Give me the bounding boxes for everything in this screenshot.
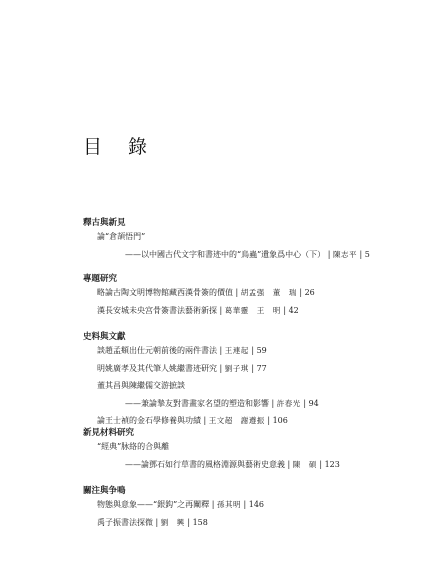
entry-author: 王連起 bbox=[224, 346, 249, 355]
separator: | bbox=[233, 288, 241, 297]
toc-entry[interactable] bbox=[97, 381, 185, 391]
entry-page-number: 106 bbox=[272, 416, 288, 425]
separator: | bbox=[264, 416, 273, 425]
entry-title: 略論古陶文明博物館藏西漢骨簽的價值 bbox=[97, 288, 233, 297]
entry-title: 談趙孟頫出仕元朝前後的兩件書法 bbox=[97, 346, 217, 355]
separator: | bbox=[209, 500, 217, 509]
toc-entry[interactable] bbox=[97, 442, 169, 452]
separator: | bbox=[325, 249, 333, 259]
entry-page-number: 158 bbox=[192, 517, 208, 527]
toc-entry[interactable] bbox=[125, 399, 319, 409]
toc-entry[interactable] bbox=[125, 250, 370, 260]
separator: | bbox=[269, 398, 277, 408]
separator: | bbox=[248, 346, 257, 355]
entry-page-number: 59 bbox=[256, 346, 267, 355]
entry-title: 漢長安城未央宫骨簽書法藝術新探 bbox=[97, 305, 217, 315]
entry-page-number: 94 bbox=[308, 398, 319, 408]
section-heading: 關注與争鳴 bbox=[83, 486, 126, 496]
entry-title: 禹子振書法探微 bbox=[97, 517, 153, 527]
toc-entry[interactable] bbox=[97, 518, 208, 528]
separator: | bbox=[153, 517, 161, 527]
section-heading: 史料與文獻 bbox=[83, 332, 126, 342]
entry-author: 王文超 謝遵振 bbox=[208, 416, 265, 425]
entry-page-number: 42 bbox=[288, 305, 299, 315]
entry-author: 許春光 bbox=[276, 398, 301, 408]
entry-page-number: 146 bbox=[248, 500, 265, 509]
entry-page-number: 26 bbox=[304, 288, 315, 297]
entry-author: 陳 碩 bbox=[292, 459, 317, 469]
separator: | bbox=[248, 363, 257, 373]
toc-entry[interactable] bbox=[97, 416, 288, 426]
separator: | bbox=[201, 416, 209, 425]
toc-entry[interactable] bbox=[97, 306, 299, 316]
entry-title: ——兼論摯友對書畫家名望的塑造和影響 bbox=[125, 398, 269, 408]
entry-author: 劉子琪 bbox=[224, 363, 249, 373]
separator: | bbox=[285, 459, 293, 469]
page-title: 目 錄 bbox=[83, 136, 158, 158]
entry-author: 陳志平 bbox=[332, 249, 357, 259]
entry-title: 董其昌與陳繼儒交游摭談 bbox=[97, 381, 185, 390]
entry-page-number: 123 bbox=[324, 459, 340, 469]
entry-title: 物態與意象——“銀鈎”之再闡釋 bbox=[97, 500, 210, 509]
entry-title: ——論鄧石如行草書的風格淵源與藝術史意義 bbox=[125, 459, 285, 469]
toc-entry[interactable] bbox=[97, 500, 264, 510]
separator: | bbox=[184, 517, 193, 527]
entry-author: 葛華靈 王 明 bbox=[224, 305, 281, 315]
section-heading: 新見材料研究 bbox=[83, 428, 135, 438]
separator: | bbox=[296, 288, 305, 297]
entry-page-number: 77 bbox=[256, 363, 267, 373]
entry-author: 胡孟强 董 瑞 bbox=[240, 288, 297, 297]
separator: | bbox=[217, 305, 225, 315]
separator: | bbox=[240, 500, 249, 509]
toc-entry[interactable] bbox=[125, 460, 340, 470]
separator: | bbox=[280, 305, 289, 315]
section-heading: 專題研究 bbox=[83, 274, 118, 284]
separator: | bbox=[217, 363, 225, 373]
toc-entry[interactable] bbox=[97, 364, 267, 374]
separator: | bbox=[356, 249, 365, 259]
toc-entry[interactable] bbox=[97, 346, 267, 356]
entry-author: 劉 興 bbox=[160, 517, 185, 527]
toc-entry[interactable] bbox=[97, 232, 145, 242]
separator: | bbox=[217, 346, 225, 355]
entry-title: ——以中國古代文字和書迹中的“鳥蟲”遺象爲中心（下） bbox=[125, 249, 326, 259]
entry-author: 孫其明 bbox=[216, 500, 241, 509]
separator: | bbox=[316, 459, 325, 469]
entry-title: 論“倉頡悟門” bbox=[97, 232, 146, 241]
entry-title: “經典”脉絡的合與離 bbox=[97, 442, 170, 451]
toc-entry[interactable] bbox=[97, 288, 315, 298]
entry-title: 明姚廣孝及其代筆人姚繼書迹研究 bbox=[97, 363, 217, 373]
section-heading: 釋古與新見 bbox=[83, 218, 126, 228]
separator: | bbox=[300, 398, 309, 408]
entry-title: 論王士禎的金石學修養與功績 bbox=[97, 416, 201, 425]
entry-page-number: 5 bbox=[364, 249, 370, 259]
